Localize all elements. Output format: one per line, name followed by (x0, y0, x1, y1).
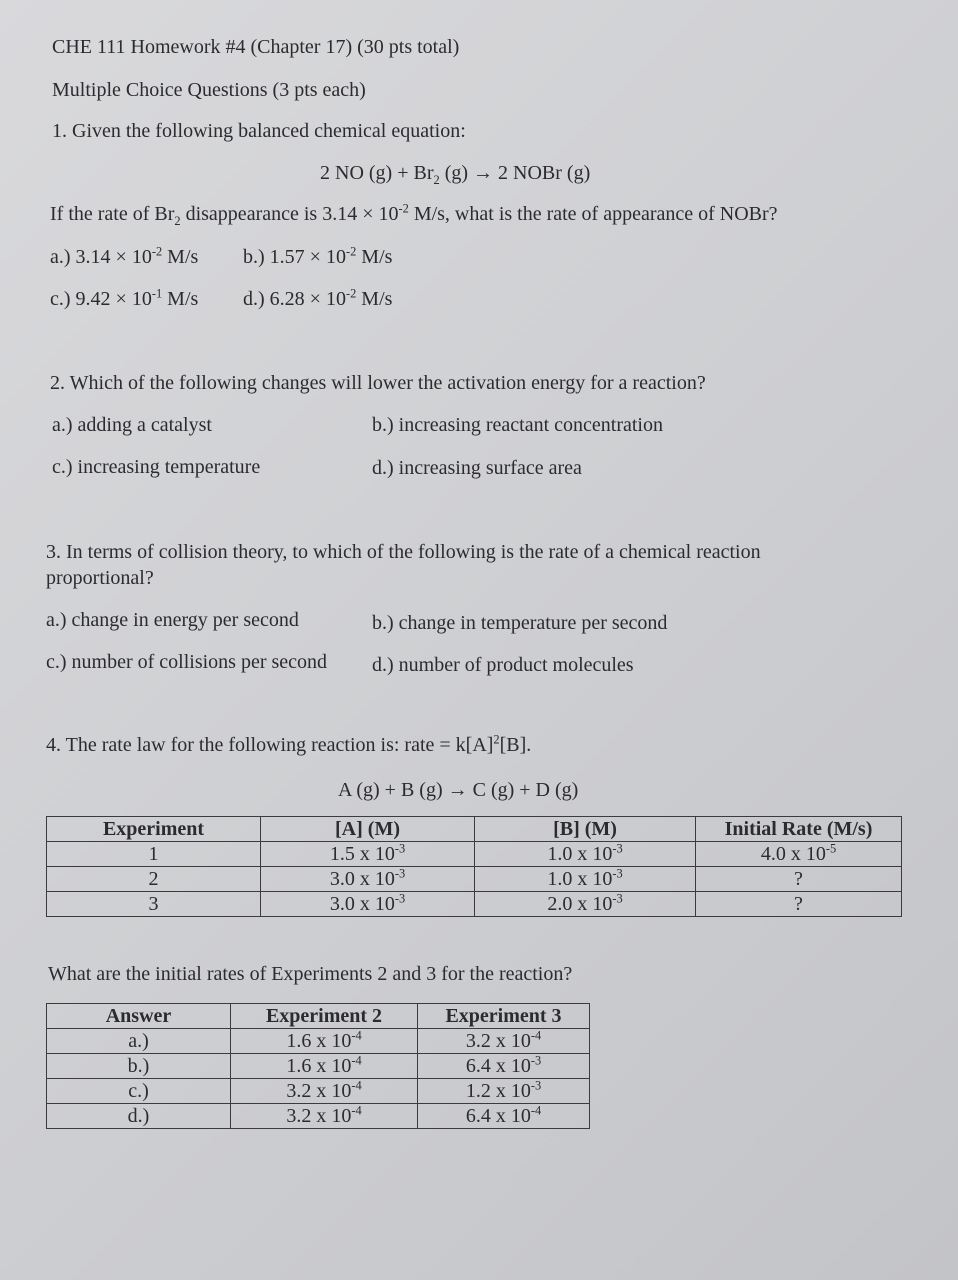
q2-option-c[interactable]: c.) increasing temperature (52, 456, 261, 478)
experiment-2-value: 1.6 x $10^{-4}$ (231, 1054, 418, 1079)
header-experiment-2: Experiment 2 (231, 1004, 418, 1029)
q1-option-c[interactable]: c.) $9.42 \times 10^{-1}$ M/s (50, 286, 199, 310)
answer-label[interactable]: a.) (47, 1029, 231, 1054)
experiment-3-value: 6.4 x $10^{-3}$ (418, 1054, 590, 1079)
q1-question: If the rate of $Br_2$ disappearance is $3.14 \times 10^{-2}$ M/s, what is the rate of appearance of NOBr? (50, 201, 778, 228)
answer-label[interactable]: b.) (47, 1054, 231, 1079)
table-row (47, 892, 902, 917)
b-concentration: 2.0 x $10^{-3}$ (475, 892, 696, 917)
a-concentration: 3.0 x $10^{-3}$ (261, 867, 475, 892)
q3-option-b[interactable]: b.) change in temperature per second (372, 612, 668, 634)
q1-option-a[interactable]: a.) $3.14 \times 10^{-2}$ M/s (50, 244, 199, 268)
initial-rate: ? (696, 867, 902, 892)
table-row[interactable] (47, 1079, 590, 1104)
q3-prompt-line1: 3. In terms of collision theory, to which of the following is the rate of a chemical reaction (46, 541, 761, 563)
experiment-3-value: 3.2 x $10^{-4}$ (418, 1029, 590, 1054)
answer-header-row (47, 1004, 590, 1029)
header-experiment: Experiment (47, 817, 261, 842)
initial-rate: 4.0 x $10^{-5}$ (696, 842, 902, 867)
q3-option-a[interactable]: a.) change in energy per second (46, 609, 299, 631)
experiment-2-value: 3.2 x $10^{-4}$ (231, 1104, 418, 1129)
header-a-concentration: [A] (M) (261, 817, 475, 842)
b-concentration: 1.0 x $10^{-3}$ (475, 842, 696, 867)
answer-choices-table (46, 1003, 590, 1129)
q2-option-d[interactable]: d.) increasing surface area (372, 457, 582, 479)
table-row (47, 842, 902, 867)
experiment-number: 2 (47, 867, 261, 892)
answer-label[interactable]: c.) (47, 1079, 231, 1104)
a-concentration: 1.5 x $10^{-3}$ (261, 842, 475, 867)
experiment-2-value: 1.6 x $10^{-4}$ (231, 1029, 418, 1054)
experiment-number: 1 (47, 842, 261, 867)
q2-prompt: 2. Which of the following changes will lower the activation energy for a reaction? (50, 372, 706, 394)
initial-rate: ? (696, 892, 902, 917)
q2-option-b[interactable]: b.) increasing reactant concentration (372, 414, 663, 436)
q3-prompt-line2: proportional? (46, 567, 154, 589)
q4-prompt: 4. The rate law for the following reaction is: rate = $k[A]^2[B]$. (46, 732, 532, 756)
table-row[interactable] (47, 1029, 590, 1054)
experiment-3-value: 1.2 x $10^{-3}$ (418, 1079, 590, 1104)
q1-equation: 2 NO $(g) + Br_2$ (g) → 2 NOBr (g) (320, 162, 591, 187)
header-experiment-3: Experiment 3 (418, 1004, 590, 1029)
q4-equation: A (g) + B (g) → C (g) + D (g) (338, 779, 579, 801)
table-row (47, 867, 902, 892)
section-heading: Multiple Choice Questions (3 pts each) (52, 79, 366, 101)
table-row[interactable] (47, 1054, 590, 1079)
rate-data-table (46, 816, 902, 917)
table-row[interactable] (47, 1104, 590, 1129)
header-b-concentration: [B] (M) (475, 817, 696, 842)
q1-prompt: 1. Given the following balanced chemical equation: (52, 120, 466, 142)
answer-label[interactable]: d.) (47, 1104, 231, 1129)
page-title: CHE 111 Homework #4 (Chapter 17) (30 pts total) (52, 36, 460, 58)
experiment-2-value: 3.2 x $10^{-4}$ (231, 1079, 418, 1104)
header-answer: Answer (47, 1004, 231, 1029)
header-initial-rate: Initial Rate (M/s) (696, 817, 902, 842)
q1-option-d[interactable]: d.) $6.28 \times 10^{-2}$ M/s (243, 286, 393, 310)
table-header-row (47, 817, 902, 842)
q3-option-d[interactable]: d.) number of product molecules (372, 654, 634, 676)
experiment-3-value: 6.4 x $10^{-4}$ (418, 1104, 590, 1129)
b-concentration: 1.0 x $10^{-3}$ (475, 867, 696, 892)
q2-option-a[interactable]: a.) adding a catalyst (52, 414, 212, 436)
q4-followup: What are the initial rates of Experiments 2 and 3 for the reaction? (48, 963, 573, 985)
q1-option-b[interactable]: b.) $1.57 \times 10^{-2}$ M/s (243, 244, 393, 268)
q3-option-c[interactable]: c.) number of collisions per second (46, 651, 328, 673)
a-concentration: 3.0 x $10^{-3}$ (261, 892, 475, 917)
experiment-number: 3 (47, 892, 261, 917)
